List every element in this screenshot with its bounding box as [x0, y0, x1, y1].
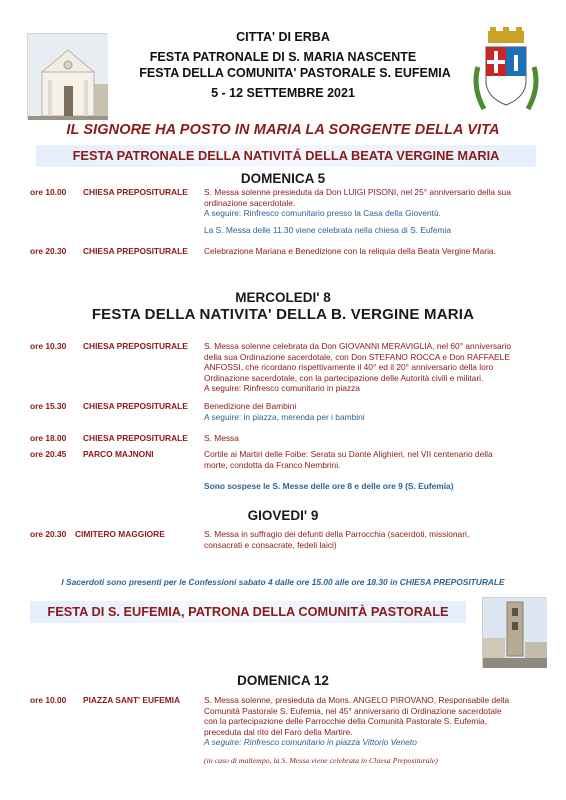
event-description	[204, 187, 534, 235]
event-time: ore 10.00	[30, 695, 67, 705]
day-heading-thursday-9: GIOVEDI' 9	[247, 508, 319, 523]
event-line: A seguire: Rinfresco comunitario in piazza	[204, 383, 360, 394]
event-description: Celebrazione Mariana e Benedizione con la reliquia della Beata Vergine Maria.	[204, 246, 496, 256]
event-description	[204, 529, 534, 550]
bell-tower-image	[483, 598, 547, 668]
event-line: ANFOSSI, che ricordano rispettivamente il 40° ed il 20° anniversario della loro	[204, 362, 494, 373]
section-title-eufemia: FESTA DI S. EUFEMIA, PATRONA DELLA COMUNITÀ PASTORALE	[47, 604, 449, 619]
coat-of-arms-icon	[470, 27, 542, 115]
event-place: CHIESA PREPOSITURALE	[83, 433, 188, 443]
event-note: A seguire: in piazza, merenda per i bambini	[204, 411, 365, 422]
event-place: CHIESA PREPOSITURALE	[83, 246, 188, 256]
event-line: Comunità Pastorale S. Eufemia, nel 45° anniversario di Ordinazione sacerdotale	[204, 705, 502, 716]
event-description	[204, 695, 534, 748]
section-bar-nativity	[36, 145, 536, 167]
header-dates: 5 - 12 SETTEMBRE 2021	[211, 86, 355, 100]
event-line: S. Messa solenne celebrata da Don GIOVANNI MERAVIGLIA, nel 60° anniversario	[204, 341, 512, 351]
bad-weather-note: (in caso di maltempo, la S. Messa viene celebrata in Chiesa Prepositurale)	[204, 756, 438, 765]
event-line: Ordinazione sacerdotale, con la partecipazione delle Autorità civili e militari.	[204, 372, 484, 383]
confessions-note: I Sacerdoti sono presenti per le Confessioni sabato 4 dalle ore 15.00 alle ore 18.30 in CHIESA PREPOSITURALE	[61, 577, 505, 587]
event-time: ore 20.30	[30, 529, 67, 539]
event-line: preceduta dal rito del Faro della Martire.	[204, 726, 353, 737]
event-note: A seguire: Rinfresco comunitario in piazza Vittorio Veneto	[204, 737, 417, 748]
event-note: La S. Messa delle 11.30 viene celebrata nella chiesa di S. Eufemia	[204, 224, 452, 235]
section-title-nativity: FESTA PATRONALE DELLA NATIVITÁ DELLA BEATA VERGINE MARIA	[72, 148, 500, 163]
event-place: CIMITERO MAGGIORE	[75, 529, 165, 539]
event-time: ore 18.00	[30, 433, 67, 443]
event-description	[204, 449, 534, 470]
event-line: S. Messa in suffragio dei defunti della Parrocchia (sacerdoti, missionari,	[204, 529, 470, 539]
city-coat-of-arms	[470, 27, 542, 115]
event-line: S. Messa solenne presieduta da Don LUIGI PISONI, nel 25° anniversario della sua	[204, 187, 511, 197]
event-time: ore 20.45	[30, 449, 67, 459]
header-line-2: FESTA DELLA COMUNITA' PASTORALE S. EUFEMIA	[139, 66, 451, 80]
event-note: A seguire: Rinfresco comunitario presso la Casa della Gioventù.	[204, 208, 441, 219]
event-line: morte, condotta da Franco Nembrini.	[204, 459, 341, 470]
feast-title-nativity: FESTA DELLA NATIVITA' DELLA B. VERGINE MARIA	[91, 306, 475, 323]
event-place: CHIESA PREPOSITURALE	[83, 341, 188, 351]
event-place: CHIESA PREPOSITURALE	[83, 401, 188, 411]
event-description	[204, 341, 534, 394]
event-time: ore 10.00	[30, 187, 67, 197]
header-line-1: FESTA PATRONALE DI S. MARIA NASCENTE	[149, 50, 417, 64]
event-line: della sua Ordinazione sacerdotale, con Don STEFANO ROCCA e Don RAFFAELE	[204, 351, 510, 362]
event-line: Benedizione dei Bambini	[204, 401, 297, 411]
motto: IL SIGNORE HA POSTO IN MARIA LA SORGENTE DELLA VITA	[66, 122, 500, 138]
event-place: PARCO MAJNONI	[83, 449, 154, 459]
event-time: ore 20.30	[30, 246, 67, 256]
event-description	[204, 401, 534, 422]
bell-tower-photo	[482, 597, 546, 667]
event-line: Cortile ai Martiri delle Foibe: Serata su Dante Alighieri, nel VII centenario della	[204, 449, 493, 459]
event-time: ore 10.30	[30, 341, 67, 351]
event-line: con la partecipazione delle Parrocchie della Comunità Pastorale S. Eufemia,	[204, 716, 488, 727]
event-time: ore 15.30	[30, 401, 67, 411]
section-bar-eufemia	[30, 601, 466, 623]
event-line: ordinazione sacerdotale.	[204, 197, 296, 208]
day-heading-wednesday-8: MERCOLEDI' 8	[235, 290, 331, 305]
event-line: S. Messa solenne, presieduta da Mons. ANGELO PIROVANO, Responsabile della	[204, 695, 510, 705]
event-description: S. Messa	[204, 433, 239, 443]
city-heading: CITTA' DI ERBA	[236, 30, 330, 44]
suspended-masses-note: Sono sospese le S. Messe delle ore 8 e delle ore 9 (S. Eufemia)	[204, 481, 454, 491]
event-place: PIAZZA SANT' EUFEMIA	[83, 695, 181, 705]
event-line: consacrati e consacrate, fedeli laici)	[204, 539, 337, 550]
day-heading-sunday-5: DOMENICA 5	[240, 171, 326, 186]
event-place: CHIESA PREPOSITURALE	[83, 187, 188, 197]
day-heading-sunday-12: DOMENICA 12	[237, 673, 329, 688]
